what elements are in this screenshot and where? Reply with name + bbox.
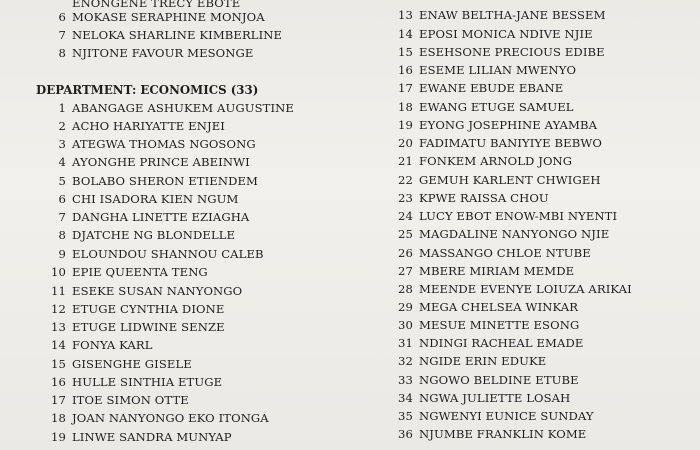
- list-item: [0, 409, 269, 427]
- student-name: ITOE SIMON OTTE: [72, 393, 189, 407]
- student-name: ACHO HARIYATTE ENJEI: [72, 119, 225, 133]
- item-number: 1: [58, 101, 66, 115]
- list-item: [372, 244, 591, 262]
- student-name: NJUMBE FRANKLIN KOME: [419, 427, 587, 441]
- student-name: MEENDE EVENYE LOIUZA ARIKAI: [419, 282, 632, 296]
- list-item: [372, 389, 570, 407]
- list-item: [372, 225, 609, 243]
- item-number: 6: [58, 10, 66, 24]
- student-name: FADIMATU BANIYIYE BEBWO: [419, 136, 602, 150]
- item-number: 14: [51, 338, 66, 352]
- student-name: EPOSI MONICA NDIVE NJIE: [419, 27, 593, 41]
- list-item: [372, 280, 632, 298]
- item-number: 13: [398, 8, 413, 22]
- student-name: CHI ISADORA KIEN NGUM: [72, 192, 239, 206]
- department-heading: DEPARTMENT: ECONOMICS (33): [36, 83, 259, 97]
- list-item: [0, 117, 225, 135]
- item-number: 15: [51, 357, 66, 371]
- item-number: 5: [58, 174, 66, 188]
- list-item: [0, 245, 264, 263]
- student-name: EWANG ETUGE SAMUEL: [419, 100, 574, 114]
- item-number: 6: [58, 192, 66, 206]
- student-name: MESUE MINETTE ESONG: [419, 318, 580, 332]
- student-name: EPIE QUEENTA TENG: [72, 265, 208, 279]
- student-name: NGOWO BELDINE ETUBE: [419, 373, 579, 387]
- list-item: [0, 263, 208, 281]
- item-number: 12: [51, 302, 66, 316]
- list-item: [0, 391, 189, 409]
- list-item: [372, 262, 574, 280]
- list-item: [0, 26, 282, 44]
- list-item: [372, 6, 606, 24]
- list-item: [0, 355, 192, 373]
- student-name: ABANGAGE ASHUKEM AUGUSTINE: [72, 101, 294, 115]
- item-number: 16: [398, 63, 413, 77]
- item-number: 27: [398, 264, 413, 278]
- item-number: 7: [58, 28, 66, 42]
- student-name: ESEME LILIAN MWENYO: [419, 63, 577, 77]
- student-name: BOLABO SHERON ETIENDEM: [72, 174, 259, 188]
- item-number: 33: [398, 373, 413, 387]
- list-item: [372, 189, 549, 207]
- student-name: NGIDE ERIN EDUKE: [419, 354, 547, 368]
- list-item: [372, 25, 593, 43]
- item-number: 18: [398, 100, 413, 114]
- item-number: 23: [398, 191, 413, 205]
- student-name: GEMUH KARLENT CHWIGEH: [419, 173, 601, 187]
- student-name: MBERE MIRIAM MEMDE: [419, 264, 575, 278]
- item-number: 7: [58, 210, 66, 224]
- student-name: EWANE EBUDE EBANE: [419, 81, 564, 95]
- item-number: 29: [398, 300, 413, 314]
- list-item: [0, 172, 258, 190]
- item-number: 18: [51, 411, 66, 425]
- list-item: [372, 43, 605, 61]
- list-item: [372, 425, 586, 443]
- item-number: 4: [58, 155, 66, 169]
- item-number: 36: [398, 427, 413, 441]
- item-number: 34: [398, 391, 413, 405]
- list-item: [372, 152, 572, 170]
- student-name: AYONGHE PRINCE ABEINWI: [72, 155, 250, 169]
- item-number: 8: [58, 228, 66, 242]
- list-item: [0, 226, 235, 244]
- item-number: 15: [398, 45, 413, 59]
- student-name: FONYA KARL: [72, 338, 153, 352]
- student-name: ETUGE CYNTHIA DIONE: [72, 302, 225, 316]
- student-name: LUCY EBOT ENOW-MBI NYENTI: [419, 209, 618, 223]
- list-item: [0, 8, 265, 26]
- list-item: [372, 407, 594, 425]
- student-name: DANGHA LINETTE EZIAGHA: [72, 210, 250, 224]
- list-item: [0, 282, 242, 300]
- item-number: 17: [398, 81, 413, 95]
- list-item: [0, 190, 238, 208]
- item-number: 9: [58, 247, 66, 261]
- item-number: 14: [398, 27, 413, 41]
- item-number: 31: [398, 336, 413, 350]
- list-item: [0, 428, 232, 446]
- item-number: 3: [58, 137, 66, 151]
- item-number: 19: [51, 430, 66, 444]
- student-name: ETUGE LIDWINE SENZE: [72, 320, 225, 334]
- student-name: MOKASE SERAPHINE MONJOA: [72, 10, 265, 24]
- list-item: [372, 79, 563, 97]
- student-name: ENONGENE TRECY EBOTE: [72, 0, 241, 10]
- student-name: NGWA JULIETTE LOSAH: [419, 391, 571, 405]
- list-item: [0, 208, 249, 226]
- item-number: 22: [398, 173, 413, 187]
- list-item: [0, 336, 153, 354]
- student-name: ELOUNDOU SHANNOU CALEB: [72, 247, 264, 261]
- student-name: ATEGWA THOMAS NGOSONG: [72, 137, 256, 151]
- list-item: [0, 373, 222, 391]
- student-name: GISENGHE GISELE: [72, 357, 192, 371]
- list-item: [372, 334, 583, 352]
- list-item: [0, 318, 225, 336]
- student-name: MEGA CHELSEA WINKAR: [419, 300, 579, 314]
- item-number: 30: [398, 318, 413, 332]
- list-item: [372, 98, 574, 116]
- student-name: MASSANGO CHLOE NTUBE: [419, 246, 591, 260]
- list-item: [0, 99, 294, 117]
- list-item: [372, 352, 546, 370]
- item-number: 25: [398, 227, 413, 241]
- student-name: DJATCHE NG BLONDELLE: [72, 228, 236, 242]
- student-name: NDINGI RACHEAL EMADE: [419, 336, 584, 350]
- item-number: 32: [398, 354, 413, 368]
- list-item: [372, 298, 578, 316]
- list-item: [0, 44, 253, 62]
- list-item: [0, 300, 224, 318]
- item-number: 10: [51, 265, 66, 279]
- item-number: 16: [51, 375, 66, 389]
- list-item: [372, 134, 602, 152]
- item-number: 20: [398, 136, 413, 150]
- list-item: [372, 207, 617, 225]
- list-item: [0, 153, 250, 171]
- list-item: [372, 371, 579, 389]
- item-number: 8: [58, 46, 66, 60]
- list-item: [0, 135, 256, 153]
- list-item: [372, 171, 601, 189]
- item-number: 28: [398, 282, 413, 296]
- student-name: MAGDALINE NANYONGO NJIE: [419, 227, 610, 241]
- student-name: LINWE SANDRA MUNYAP: [72, 430, 232, 444]
- student-name: NJITONE FAVOUR MESONGE: [72, 46, 254, 60]
- student-name: JOAN NANYONGO EKO ITONGA: [72, 411, 269, 425]
- list-item: [372, 61, 576, 79]
- student-name: ESEKE SUSAN NANYONGO: [72, 284, 243, 298]
- list-item: [372, 116, 597, 134]
- student-name: FONKEM ARNOLD JONG: [419, 154, 573, 168]
- student-name: ENAW BELTHA-JANE BESSEM: [419, 8, 606, 22]
- student-name: KPWE RAISSA CHOU: [419, 191, 549, 205]
- item-number: 17: [51, 393, 66, 407]
- item-number: 21: [398, 154, 413, 168]
- item-number: 35: [398, 409, 413, 423]
- student-name: EYONG JOSEPHINE AYAMBA: [419, 118, 598, 132]
- item-number: 24: [398, 209, 413, 223]
- item-number: 11: [51, 284, 66, 298]
- student-name: NGWENYI EUNICE SUNDAY: [419, 409, 594, 423]
- item-number: 13: [51, 320, 66, 334]
- student-name: HULLE SINTHIA ETUGE: [72, 375, 223, 389]
- item-number: 19: [398, 118, 413, 132]
- item-number: 2: [58, 119, 66, 133]
- item-number: 26: [398, 246, 413, 260]
- student-name: ESEHSONE PRECIOUS EDIBE: [419, 45, 605, 59]
- list-item: [372, 316, 579, 334]
- student-name: NELOKA SHARLINE KIMBERLINE: [72, 28, 283, 42]
